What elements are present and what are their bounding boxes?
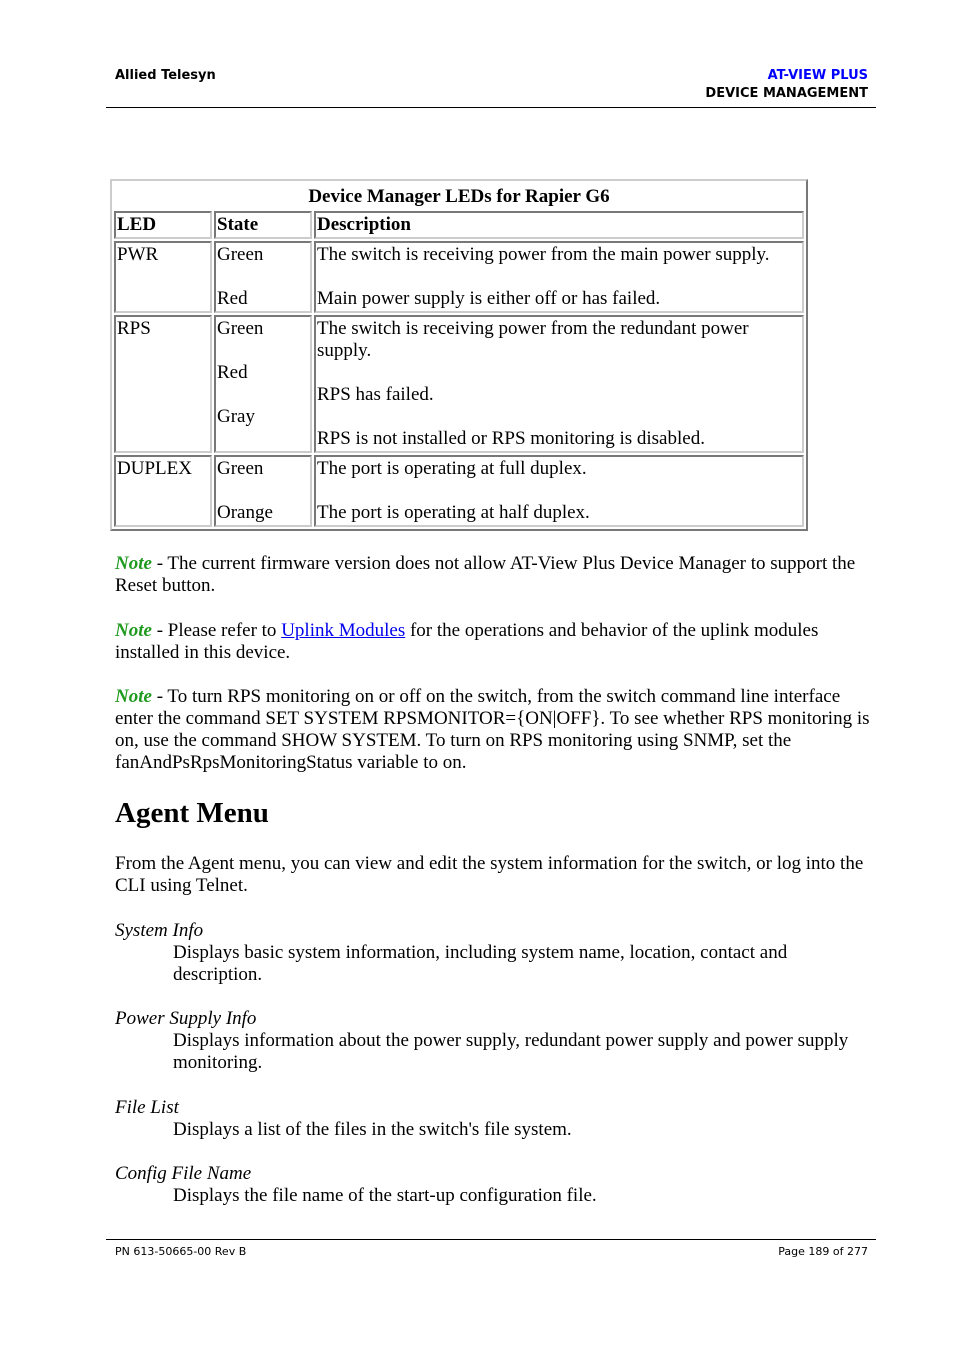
state-cell xyxy=(214,315,312,453)
state-cell xyxy=(214,455,312,527)
description-text: RPS is not installed or RPS monitoring is disabled. xyxy=(317,428,705,449)
state-value: Red xyxy=(217,362,248,383)
footer-rule xyxy=(106,1239,876,1240)
description-text: The port is operating at full duplex. xyxy=(317,458,587,479)
definition-item xyxy=(115,1163,870,1207)
section-heading: Agent Menu xyxy=(115,797,269,829)
description-text: RPS has failed. xyxy=(317,384,434,405)
note-rps xyxy=(115,686,870,774)
note-text: - Please refer to xyxy=(151,620,282,641)
state-value: Green xyxy=(217,458,264,479)
definition-text: Displays a list of the files in the switch's file system. xyxy=(173,1119,572,1140)
state-value: Orange xyxy=(217,502,273,523)
uplink-modules-link[interactable]: Uplink Modules xyxy=(281,620,406,641)
note-label: Note xyxy=(115,686,152,707)
section-name: DEVICE MANAGEMENT xyxy=(705,86,868,101)
definition-text: Displays the file name of the start-up configuration file. xyxy=(173,1185,597,1206)
table-row xyxy=(114,455,804,527)
page-number: Page 189 of 277 xyxy=(778,1245,868,1258)
description-text: The port is operating at half duplex. xyxy=(317,502,590,523)
led-name: PWR xyxy=(114,241,212,313)
led-table xyxy=(110,179,808,531)
state-cell xyxy=(214,241,312,313)
table-row xyxy=(114,241,804,313)
definition-text: Displays basic system information, including system name, location, contact and description. xyxy=(173,942,788,985)
definition-term: File List xyxy=(115,1097,179,1118)
note-uplink xyxy=(115,620,870,664)
note-label: Note xyxy=(115,553,152,574)
led-name: RPS xyxy=(114,315,212,453)
column-header-description: Description xyxy=(314,211,804,239)
header-rule xyxy=(106,107,876,108)
definition-item xyxy=(115,1097,870,1141)
note-text: - To turn RPS monitoring on or off on the switch, from the switch command line interface enter the command SET SYSTEM RPSMONITOR={ON|OFF}. To see whether RPS monitoring is on, use the command SHOW SYSTEM. To turn on RPS monitoring using SNMP, set the fanAndPsRpsMonitoringStatus variable to on. xyxy=(115,686,870,773)
table-row xyxy=(114,315,804,453)
agent-intro: From the Agent menu, you can view and edit the system information for the switch, or log into the CLI using Telnet. xyxy=(115,853,864,896)
column-header-led: LED xyxy=(114,211,212,239)
state-value: Gray xyxy=(217,406,255,427)
definition-item xyxy=(115,1008,870,1074)
led-name: DUPLEX xyxy=(114,455,212,527)
description-text: Main power supply is either off or has failed. xyxy=(317,288,661,309)
definition-term: Power Supply Info xyxy=(115,1008,257,1029)
note-text: for the operations and behavior of the uplink modules installed in this device. xyxy=(115,620,819,663)
state-value: Green xyxy=(217,244,264,265)
description-text: The switch is receiving power from the redundant power supply. xyxy=(317,318,749,361)
part-number: PN 613-50665-00 Rev B xyxy=(115,1245,247,1258)
note-firmware xyxy=(115,553,870,597)
state-value: Red xyxy=(217,288,248,309)
description-cell xyxy=(314,315,804,453)
definition-text: Displays information about the power supply, redundant power supply and power supply monitoring. xyxy=(173,1030,849,1073)
note-label: Note xyxy=(115,620,152,641)
column-header-state: State xyxy=(214,211,312,239)
definition-term: System Info xyxy=(115,920,204,941)
note-text: - The current firmware version does not allow AT-View Plus Device Manager to support the Reset button. xyxy=(115,553,856,596)
description-text: The switch is receiving power from the main power supply. xyxy=(317,244,770,265)
definition-term: Config File Name xyxy=(115,1163,252,1184)
state-value: Green xyxy=(217,318,264,339)
description-cell xyxy=(314,241,804,313)
product-name: AT-VIEW PLUS xyxy=(767,68,868,83)
table-caption: Device Manager LEDs for Rapier G6 xyxy=(308,186,610,207)
description-cell xyxy=(314,455,804,527)
definition-item xyxy=(115,920,870,986)
company-name: Allied Telesyn xyxy=(115,68,216,83)
